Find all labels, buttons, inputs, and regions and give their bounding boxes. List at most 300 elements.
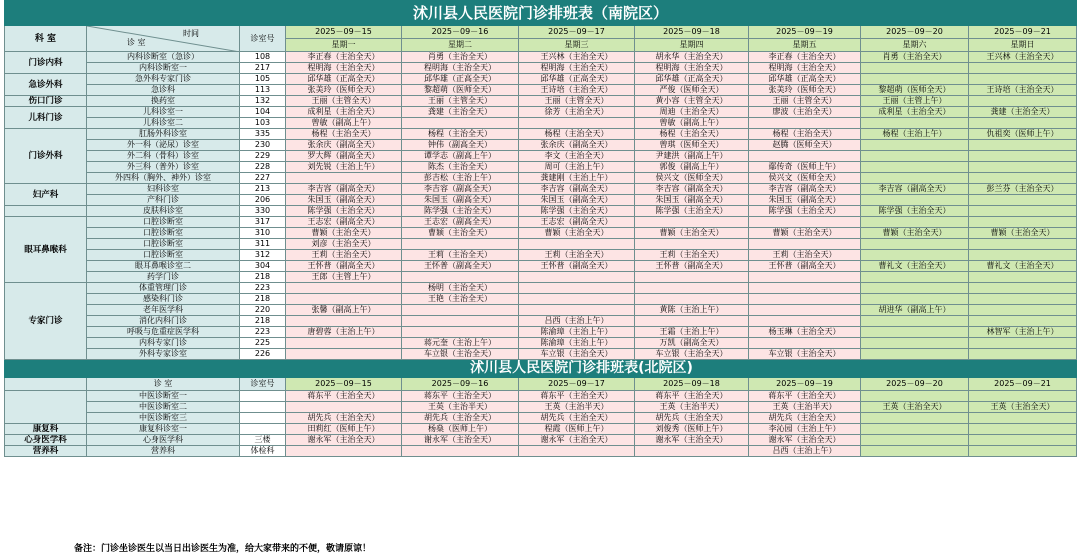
schedule-cell <box>749 217 861 228</box>
table-row <box>5 391 1077 402</box>
schedule-table <box>4 0 1077 457</box>
room-number-cell: 225 <box>240 338 286 349</box>
schedule-cell: 王丽（主管上午） <box>861 96 969 107</box>
dept-cell: 儿科门诊 <box>5 107 87 129</box>
schedule-cell: 车立银（主治全天） <box>519 349 635 360</box>
room-number-cell: 218 <box>240 316 286 327</box>
schedule-cell <box>286 349 402 360</box>
schedule-cell: 严俊（医师全天） <box>635 85 749 96</box>
schedule-cell: 杨程（主治全天） <box>519 129 635 140</box>
north-date-header: 2025－09－18 <box>635 378 749 391</box>
schedule-cell: 曹礼文（主治全天） <box>861 261 969 272</box>
table-row <box>5 424 1077 435</box>
north-schedule-cell: 胡先兵（主治全天） <box>402 413 519 424</box>
schedule-cell: 王兴林（主治全天） <box>969 52 1077 63</box>
schedule-cell: 邱华雄（正高全天） <box>635 74 749 85</box>
north-schedule-cell <box>861 446 969 457</box>
north-schedule-cell <box>861 413 969 424</box>
schedule-cell: 曹颖（主治全天） <box>519 228 635 239</box>
table-row <box>5 435 1077 446</box>
clinic-cell: 口腔诊断室 <box>87 217 240 228</box>
date-header: 2025－09－19 <box>749 26 861 39</box>
schedule-cell: 黎超萌（医师全天） <box>402 85 519 96</box>
schedule-cell <box>861 173 969 184</box>
schedule-cell: 王志宏（副高全天） <box>402 217 519 228</box>
room-number-cell: 108 <box>240 52 286 63</box>
schedule-cell: 张美玲（医师全天） <box>286 85 402 96</box>
schedule-cell: 陈渝璋（主治上午） <box>519 338 635 349</box>
clinic-cell: 妇科诊室 <box>87 184 240 195</box>
clinic-cell: 产科门诊 <box>87 195 240 206</box>
north-date-header: 2025－09－21 <box>969 378 1077 391</box>
schedule-cell <box>402 272 519 283</box>
room-number-cell: 213 <box>240 184 286 195</box>
schedule-cell: 谭学志（副高上午） <box>402 151 519 162</box>
table-row <box>5 283 1077 294</box>
room-number-cell: 317 <box>240 217 286 228</box>
schedule-cell <box>749 118 861 129</box>
clinic-cell: 眼耳鼻喉诊室二 <box>87 261 240 272</box>
clinic-cell: 外三科（普外）诊室 <box>87 162 240 173</box>
clinic-cell: 口腔诊断室 <box>87 239 240 250</box>
schedule-cell <box>969 96 1077 107</box>
north-schedule-cell <box>969 435 1077 446</box>
north-schedule-cell <box>286 402 402 413</box>
schedule-cell: 曹颖（主治全天） <box>286 228 402 239</box>
north-clinic-cell: 中医诊断室一 <box>87 391 240 402</box>
north-schedule-cell <box>861 435 969 446</box>
north-schedule-cell <box>635 446 749 457</box>
table-row <box>5 52 1077 63</box>
north-schedule-cell <box>969 424 1077 435</box>
schedule-cell <box>286 173 402 184</box>
schedule-cell: 王怀普（副高全天） <box>749 261 861 272</box>
table-row <box>5 250 1077 261</box>
room-number-cell: 206 <box>240 195 286 206</box>
room-number-cell: 330 <box>240 206 286 217</box>
date-header: 2025－09－16 <box>402 26 519 39</box>
schedule-cell: 李吉容（副高全天） <box>402 184 519 195</box>
schedule-cell: 王怀普（副高全天） <box>519 261 635 272</box>
schedule-cell: 侯兴文（医师全天） <box>635 173 749 184</box>
schedule-cell: 赵腾（医师全天） <box>749 140 861 151</box>
schedule-cell: 万凯（副高全天） <box>635 338 749 349</box>
date-header: 2025－09－20 <box>861 26 969 39</box>
north-schedule-cell: 谢永军（主治全天） <box>635 435 749 446</box>
room-number-cell: 311 <box>240 239 286 250</box>
table-row <box>5 173 1077 184</box>
schedule-cell: 王丽（主管全天） <box>402 96 519 107</box>
schedule-cell: 李正春（主治全天） <box>286 52 402 63</box>
schedule-cell <box>861 217 969 228</box>
schedule-cell: 张余庆（副高全天） <box>519 140 635 151</box>
schedule-cell: 吕西（主治上午） <box>519 316 635 327</box>
schedule-cell <box>286 338 402 349</box>
schedule-cell: 朱国玉（副高全天） <box>519 195 635 206</box>
north-schedule-cell: 胡先兵（主治全天） <box>286 413 402 424</box>
schedule-cell: 王怀普（副高全天） <box>286 261 402 272</box>
schedule-cell: 肖勇（主治全天） <box>402 52 519 63</box>
clinic-cell: 外四科（胸外、神外）诊室 <box>87 173 240 184</box>
room-number-cell: 218 <box>240 272 286 283</box>
north-schedule-cell <box>969 391 1077 402</box>
schedule-cell: 朱国玉（副高全天） <box>402 195 519 206</box>
north-schedule-cell: 胡先兵（主治全天） <box>519 413 635 424</box>
schedule-cell <box>861 162 969 173</box>
schedule-cell <box>861 338 969 349</box>
schedule-cell <box>519 239 635 250</box>
date-header: 2025－09－21 <box>969 26 1077 39</box>
weekday-header: 星期二 <box>402 39 519 52</box>
schedule-cell <box>519 305 635 316</box>
dept-cell: 门诊内科 <box>5 52 87 74</box>
north-schedule-cell <box>519 446 635 457</box>
date-header: 2025－09－18 <box>635 26 749 39</box>
schedule-cell: 陈杰（主治全天） <box>402 162 519 173</box>
clinic-cell: 皮肤科诊室 <box>87 206 240 217</box>
north-date-header: 2025－09－17 <box>519 378 635 391</box>
schedule-cell: 陈学强（主治全天） <box>402 206 519 217</box>
north-schedule-cell: 蒋东平（主治全天） <box>519 391 635 402</box>
schedule-cell: 王莉（主治全天） <box>749 250 861 261</box>
schedule-cell: 曹颖（主治全天） <box>402 228 519 239</box>
north-schedule-cell: 谢永军（主治全天） <box>286 435 402 446</box>
schedule-cell: 罗大辉（副高全天） <box>286 151 402 162</box>
table-row <box>5 338 1077 349</box>
schedule-cell <box>635 294 749 305</box>
clinic-cell: 外科专家诊室 <box>87 349 240 360</box>
schedule-cell <box>861 349 969 360</box>
north-schedule-cell: 王英（主治半天） <box>402 402 519 413</box>
clinic-cell: 体重管理门诊 <box>87 283 240 294</box>
table-row <box>5 206 1077 217</box>
schedule-cell: 王兴林（主治全天） <box>519 52 635 63</box>
north-schedule-cell: 王英（主治半天） <box>749 402 861 413</box>
weekday-header: 星期四 <box>635 39 749 52</box>
table-row <box>5 107 1077 118</box>
south-title: 沭川县人民医院门诊排班表（南院区） <box>5 1 1077 26</box>
dept-cell: 急诊外科 <box>5 74 87 96</box>
schedule-cell: 刘先锐（主治上午） <box>286 162 402 173</box>
date-header: 2025－09－17 <box>519 26 635 39</box>
table-row <box>5 305 1077 316</box>
schedule-cell: 陈学强（主治全天） <box>861 206 969 217</box>
table-row <box>5 239 1077 250</box>
schedule-cell: 彭兰芬（主治全天） <box>969 184 1077 195</box>
schedule-cell <box>861 140 969 151</box>
schedule-cell <box>969 195 1077 206</box>
schedule-cell <box>402 316 519 327</box>
schedule-cell: 程明海（主治全天） <box>519 63 635 74</box>
table-row <box>5 140 1077 151</box>
north-schedule-cell: 李沁园（主治上午） <box>749 424 861 435</box>
north-title-row <box>5 360 1077 378</box>
weekday-header: 星期六 <box>861 39 969 52</box>
table-row <box>5 402 1077 413</box>
schedule-cell <box>519 272 635 283</box>
schedule-cell: 周可（主治上午） <box>519 162 635 173</box>
table-row <box>5 327 1077 338</box>
north-room-cell <box>240 402 286 413</box>
schedule-cell: 邱华雄（正高全天） <box>402 74 519 85</box>
clinic-cell: 换药室 <box>87 96 240 107</box>
schedule-cell: 王丽（主管全天） <box>749 96 861 107</box>
schedule-cell <box>969 239 1077 250</box>
diag-header <box>87 26 240 52</box>
north-schedule-cell <box>286 446 402 457</box>
room-number-cell: 228 <box>240 162 286 173</box>
weekday-header: 星期一 <box>286 39 402 52</box>
schedule-cell: 曹颖（主治全天） <box>969 228 1077 239</box>
dept-header: 科 室 <box>5 26 87 52</box>
table-row <box>5 184 1077 195</box>
dept-cell: 妇产科 <box>5 184 87 206</box>
schedule-cell: 黄陈（主治上午） <box>635 305 749 316</box>
schedule-cell: 邱华雄（正高全天） <box>286 74 402 85</box>
schedule-cell: 杨程（主治全天） <box>402 129 519 140</box>
clinic-cell: 内科诊断室一 <box>87 63 240 74</box>
schedule-cell: 李吉容（副高全天） <box>861 184 969 195</box>
schedule-cell <box>749 294 861 305</box>
schedule-cell <box>861 195 969 206</box>
schedule-cell <box>969 173 1077 184</box>
schedule-cell: 程明海（主治全天） <box>402 63 519 74</box>
north-schedule-cell: 蒋东平（主治全天） <box>749 391 861 402</box>
weekday-header: 星期五 <box>749 39 861 52</box>
schedule-cell: 李文（主治全天） <box>519 151 635 162</box>
room-no-header: 诊室号 <box>240 26 286 52</box>
table-row <box>5 195 1077 206</box>
schedule-cell: 杨程（主治上午） <box>861 129 969 140</box>
clinic-cell: 外二科（骨科）诊室 <box>87 151 240 162</box>
schedule-cell: 蒋元奎（主治上午） <box>402 338 519 349</box>
schedule-cell: 李吉容（副高全天） <box>635 184 749 195</box>
room-number-cell: 220 <box>240 305 286 316</box>
table-row <box>5 413 1077 424</box>
schedule-cell: 鄢传奇（医师上午） <box>749 162 861 173</box>
north-schedule-cell: 胡先兵（主治全天） <box>749 413 861 424</box>
north-schedule-cell: 刘俊秀（医师上午） <box>635 424 749 435</box>
schedule-cell <box>635 316 749 327</box>
clinic-cell: 外一科（泌尿）诊室 <box>87 140 240 151</box>
schedule-cell: 陈渝璋（主治上午） <box>519 327 635 338</box>
room-number-cell: 304 <box>240 261 286 272</box>
room-number-cell: 113 <box>240 85 286 96</box>
schedule-cell: 陈学强（主治全天） <box>286 206 402 217</box>
schedule-cell: 王丽（主管全天） <box>286 96 402 107</box>
clinic-cell: 呼吸与危重症医学科 <box>87 327 240 338</box>
schedule-cell <box>286 316 402 327</box>
schedule-cell: 曾敏（副高上午） <box>286 118 402 129</box>
clinic-cell: 内科专家门诊 <box>87 338 240 349</box>
schedule-cell <box>402 118 519 129</box>
schedule-cell <box>519 294 635 305</box>
schedule-cell <box>861 74 969 85</box>
clinic-cell: 肛肠外科诊室 <box>87 129 240 140</box>
schedule-cell: 邱华雄（正高全天） <box>749 74 861 85</box>
north-schedule-cell: 谢永军（主治全天） <box>519 435 635 446</box>
north-schedule-cell: 谢永军（主治全天） <box>749 435 861 446</box>
schedule-cell: 刘彦（主治全天） <box>286 239 402 250</box>
schedule-cell <box>402 305 519 316</box>
schedule-cell <box>861 151 969 162</box>
schedule-cell: 朱国玉（副高全天） <box>286 195 402 206</box>
schedule-cell: 曹颖（主治全天） <box>749 228 861 239</box>
schedule-cell: 王莉（主治全天） <box>519 250 635 261</box>
room-number-cell: 223 <box>240 283 286 294</box>
schedule-cell: 陈学强（主治全天） <box>749 206 861 217</box>
schedule-cell <box>861 283 969 294</box>
table-row <box>5 129 1077 140</box>
schedule-cell: 成利星（主治全天） <box>286 107 402 118</box>
schedule-cell: 王诗培（主治全天） <box>519 85 635 96</box>
clinic-cell: 消化内科门诊 <box>87 316 240 327</box>
schedule-cell <box>519 283 635 294</box>
schedule-cell: 周迪（主治全天） <box>635 107 749 118</box>
north-schedule-cell: 王英（主治全天） <box>969 402 1077 413</box>
schedule-cell <box>969 294 1077 305</box>
schedule-cell <box>969 316 1077 327</box>
north-clinic-cell: 心身医学科 <box>87 435 240 446</box>
schedule-cell <box>861 316 969 327</box>
schedule-cell <box>969 217 1077 228</box>
schedule-cell: 郭俊（副高上午） <box>635 162 749 173</box>
schedule-cell <box>635 239 749 250</box>
schedule-cell: 王志宏（副高全天） <box>519 217 635 228</box>
north-date-header: 2025－09－19 <box>749 378 861 391</box>
north-schedule-cell: 谢永军（主治全天） <box>402 435 519 446</box>
clinic-cell: 儿科诊室一 <box>87 107 240 118</box>
schedule-cell: 廖波（主治全天） <box>749 107 861 118</box>
schedule-cell: 尹建洪（副高上午） <box>635 151 749 162</box>
schedule-cell: 李吉容（副高全天） <box>749 184 861 195</box>
schedule-cell: 王莉（主治全天） <box>402 250 519 261</box>
schedule-cell: 唐碧蓉（主治上午） <box>286 327 402 338</box>
clinic-cell: 口腔诊断室 <box>87 250 240 261</box>
room-number-cell: 223 <box>240 327 286 338</box>
schedule-cell <box>519 118 635 129</box>
dept-cell: 眼耳鼻喉科 <box>5 217 87 283</box>
table-row <box>5 162 1077 173</box>
schedule-cell: 张美玲（医师全天） <box>749 85 861 96</box>
north-title: 沭川县人民医院门诊排班表(北院区) <box>87 360 1077 378</box>
schedule-cell: 成利星（主治全天） <box>861 107 969 118</box>
schedule-cell: 钟伟（副高全天） <box>402 140 519 151</box>
schedule-cell: 程明海（主治全天） <box>749 63 861 74</box>
weekday-header: 星期三 <box>519 39 635 52</box>
schedule-cell <box>749 316 861 327</box>
schedule-cell: 陈学强（主治全天） <box>635 206 749 217</box>
table-row <box>5 151 1077 162</box>
north-room-cell <box>240 413 286 424</box>
clinic-cell: 老年医学科 <box>87 305 240 316</box>
schedule-cell <box>969 349 1077 360</box>
room-number-cell: 335 <box>240 129 286 140</box>
schedule-cell: 张余庆（副高全天） <box>286 140 402 151</box>
schedule-cell <box>969 63 1077 74</box>
north-schedule-cell: 田莉红（医师上午） <box>286 424 402 435</box>
clinic-cell: 内科诊断室（急诊） <box>87 52 240 63</box>
north-dept-cell: 康复科 <box>5 424 87 435</box>
table-row <box>5 217 1077 228</box>
schedule-cell <box>861 239 969 250</box>
north-clinic-cell: 中医诊断室三 <box>87 413 240 424</box>
table-row <box>5 294 1077 305</box>
schedule-cell: 王怀普（副高全天） <box>402 261 519 272</box>
schedule-cell: 杨程（主治全天） <box>635 129 749 140</box>
schedule-cell: 曹颖（主治全天） <box>635 228 749 239</box>
schedule-cell: 王莉（主治全天） <box>635 250 749 261</box>
schedule-cell <box>861 250 969 261</box>
schedule-cell: 张馨（副高上午） <box>286 305 402 316</box>
room-number-cell: 229 <box>240 151 286 162</box>
schedule-cell: 林智军（主治上午） <box>969 327 1077 338</box>
schedule-cell <box>969 162 1077 173</box>
schedule-cell: 曾敏（副高上午） <box>635 118 749 129</box>
schedule-cell <box>969 140 1077 151</box>
schedule-cell: 杨玉琳（主治全天） <box>749 327 861 338</box>
north-schedule-cell: 吕西（主治上午） <box>749 446 861 457</box>
schedule-cell <box>861 294 969 305</box>
footer-note: 备注：门诊坐诊医生以当日出诊医生为准，给大家带来的不便，敬请原谅！ <box>74 544 372 554</box>
schedule-cell <box>861 118 969 129</box>
north-date-header: 2025－09－20 <box>861 378 969 391</box>
schedule-cell: 曹颖（主治全天） <box>861 228 969 239</box>
schedule-cell: 王郎（主管上午） <box>286 272 402 283</box>
room-number-cell: 230 <box>240 140 286 151</box>
room-number-cell: 132 <box>240 96 286 107</box>
schedule-cell <box>861 327 969 338</box>
clinic-cell: 儿科诊室二 <box>87 118 240 129</box>
schedule-cell: 陈学强（主治全天） <box>519 206 635 217</box>
schedule-cell <box>969 338 1077 349</box>
dept-cell: 专家门诊 <box>5 283 87 360</box>
room-number-cell: 105 <box>240 74 286 85</box>
schedule-cell <box>969 206 1077 217</box>
north-room-cell <box>240 391 286 402</box>
clinic-cell: 急诊科 <box>87 85 240 96</box>
north-dept-cell: 营养科 <box>5 446 87 457</box>
clinic-header: 诊 室 <box>127 38 146 47</box>
schedule-cell <box>969 151 1077 162</box>
north-dept-cell: 心身医学科 <box>5 435 87 446</box>
north-room-cell: 体检科 <box>240 446 286 457</box>
table-row <box>5 349 1077 360</box>
north-schedule-cell: 蒋东平（主治全天） <box>402 391 519 402</box>
schedule-cell <box>969 74 1077 85</box>
room-number-cell: 217 <box>240 63 286 74</box>
schedule-cell: 王艳（主治全天） <box>402 294 519 305</box>
south-title-row <box>5 1 1077 26</box>
schedule-cell: 王莉（主治全天） <box>286 250 402 261</box>
schedule-cell: 李正春（主治全天） <box>749 52 861 63</box>
clinic-cell: 口腔诊断室 <box>87 228 240 239</box>
schedule-cell: 胡进华（副高上午） <box>861 305 969 316</box>
schedule-cell: 朱国玉（副高全天） <box>749 195 861 206</box>
schedule-cell: 曾琪（医师全天） <box>635 140 749 151</box>
schedule-cell: 王丽（主管全天） <box>519 96 635 107</box>
schedule-cell: 车立银（主治全天） <box>749 349 861 360</box>
schedule-cell: 胡永华（主治全天） <box>635 52 749 63</box>
schedule-cell <box>635 217 749 228</box>
north-schedule-cell: 程霞（医师上午） <box>519 424 635 435</box>
schedule-sheet <box>4 0 1076 557</box>
schedule-cell: 王志宏（副高全天） <box>286 217 402 228</box>
schedule-cell: 侯兴文（医师全天） <box>749 173 861 184</box>
schedule-cell <box>402 327 519 338</box>
schedule-cell: 程明海（主治全天） <box>635 63 749 74</box>
schedule-cell <box>749 239 861 250</box>
